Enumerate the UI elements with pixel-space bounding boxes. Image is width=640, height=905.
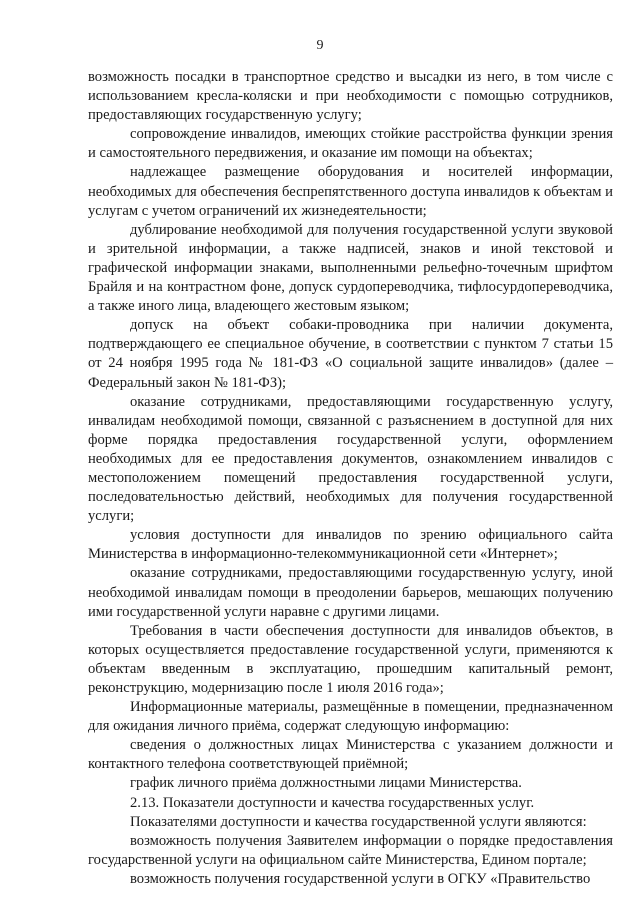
paragraph-info-availability: возможность получения Заявителем информации о порядке предоставления государственной услуги на официальном сайте Министерства, Едином портале; <box>88 832 613 868</box>
paragraph-indicators-intro: Показателями доступности и качества государственной услуги являются: <box>130 813 587 830</box>
paragraph-information-materials: Информационные материалы, размещённые в помещении, предназначенном для ожидания личного приёма, содержат следующую информацию: <box>88 699 613 735</box>
paragraph-guide-dog: допуск на объект собаки-проводника при наличии документа, подтверждающего ее специальное обучение, в соответствии с пунктом 7 статьи 15 от 24 ноября 1995 года № 181-ФЗ «О социальной защите инвалидов» (далее – Федеральный закон № 181-ФЗ); <box>88 317 613 391</box>
paragraph-escort-disabled: сопровождение инвалидов, имеющих стойкие расстройства функции зрения и самостоятельного передвижения, и оказание им помощи на объектах; <box>88 126 613 162</box>
paragraph-barrier-help: оказание сотрудниками, предоставляющими государственную услугу, иной необходимой инвалидам помощи в преодолении барьеров, мешающих получению ими государственной услуги наравне с другими лицами. <box>88 565 613 620</box>
paragraph-officials-info: сведения о должностных лицах Министерства с указанием должности и контактного телефона соответствующей приёмной; <box>88 737 613 773</box>
page-number: 9 <box>316 38 324 53</box>
paragraph-braille-duplication: дублирование необходимой для получения государственной услуги звуковой и зрительной информации, а также надписей, знаков и иной текстовой и графической информации знаками, выполненными рельефно-точечным шрифтом Брайля и на контрастном фоне, допуск сурдопереводчика, тифлосурдопереводчика, а также иного лица, владеющего жестовым языком; <box>88 221 613 315</box>
paragraph-reception-schedule: график личного приёма должностными лицами Министерства. <box>130 775 522 792</box>
paragraph-staff-assistance: оказание сотрудниками, предоставляющими государственную услугу, инвалидам необходимой помощи, связанной с разъяснением в доступной для них форме порядка предоставления государственной услуги, оформлением необходимых для ее предоставления документов, ознакомлением инвалидов с местоположением помещений предоставления государственной услуги, последовательностью действий, необходимых для получения государственной услуги; <box>88 393 613 525</box>
paragraph-website-accessibility: условия доступности для инвалидов по зрению официального сайта Министерства в информационно-телекоммуникационной сети «Интернет»; <box>88 527 613 563</box>
paragraph-equipment-placement: надлежащее размещение оборудования и носителей информации, необходимых для обеспечения беспрепятственного доступа инвалидов к объектам и услугам с учетом ограничений их жизнедеятельности; <box>88 164 613 219</box>
paragraph-boarding-assistance: возможность посадки в транспортное средство и высадки из него, в том числе с использованием кресла-коляски и при необходимости с помощью сотрудников, предоставляющих государственную услугу; <box>88 69 613 124</box>
section-heading-2-13: 2.13. Показатели доступности и качества государственных услуг. <box>130 794 535 811</box>
paragraph-ogku-service: возможность получения государственной услуги в ОГКУ «Правительство <box>130 870 591 887</box>
document-body <box>88 68 613 889</box>
paragraph-requirements: Требования в части обеспечения доступности для инвалидов объектов, в которых осуществляется предоставление государственной услуги, применяются к объектам введенным в эксплуатацию, прошедшим капитальный ремонт, реконструкцию, модернизацию после 1 июля 2016 года»; <box>88 622 613 696</box>
